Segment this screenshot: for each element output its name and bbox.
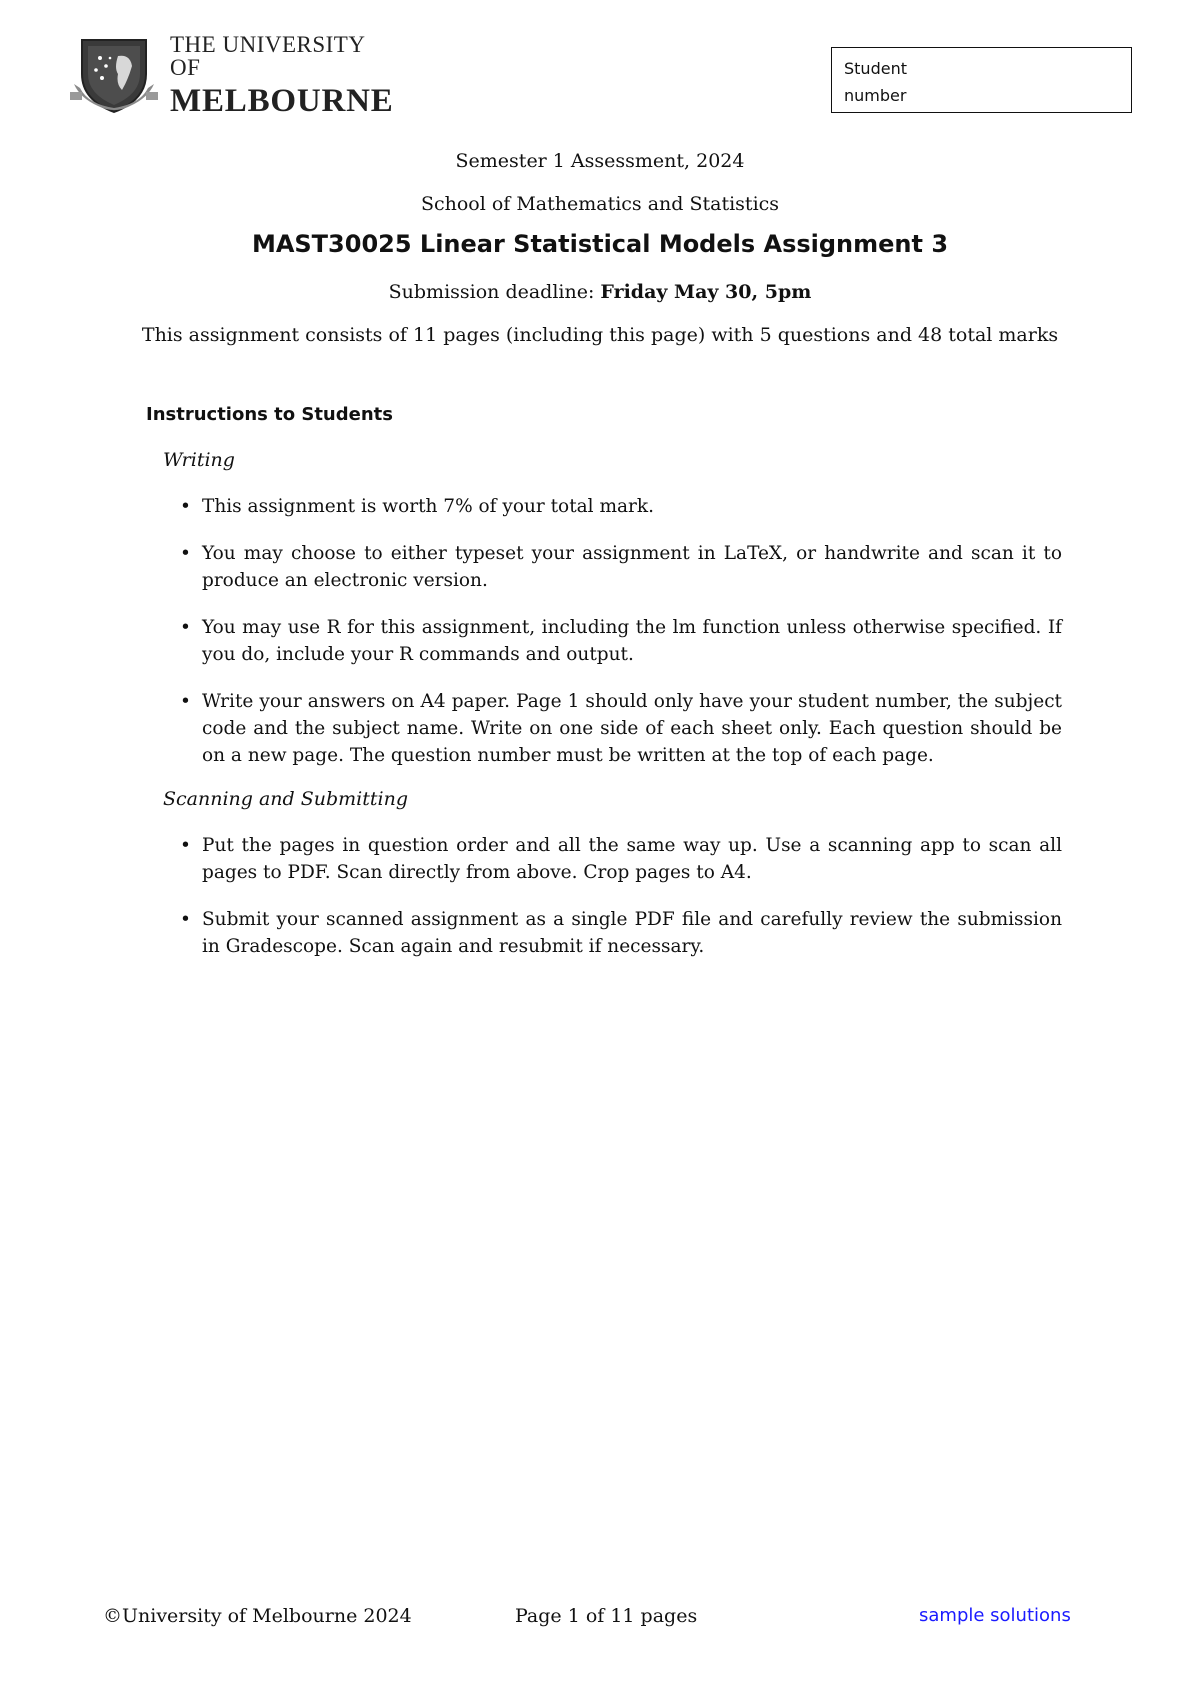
list-item: • You may use R for this assignment, including the lm function unless otherwise specified. If you do, include your R commands and output. xyxy=(180,614,1062,668)
writing-heading: Writing xyxy=(163,449,235,471)
list-item: • This assignment is worth 7% of your total mark. xyxy=(180,493,1062,520)
deadline-value: Friday May 30, 5pm xyxy=(600,281,812,303)
list-item: • You may choose to either typeset your assignment in LaTeX, or handwrite and scan it to produce an electronic version. xyxy=(180,540,1062,594)
semester-line: Semester 1 Assessment, 2024 xyxy=(455,150,745,172)
wordmark-line-1: THE UNIVERSITY OF xyxy=(170,31,365,80)
school-line: School of Mathematics and Statistics xyxy=(420,193,780,215)
footer-copyright: ©University of Melbourne 2024 xyxy=(103,1605,412,1627)
university-logo xyxy=(68,31,400,119)
student-box-label-2: number xyxy=(844,86,907,105)
university-crest-icon xyxy=(68,34,160,116)
student-box-label-1: Student xyxy=(844,59,907,78)
deadline-label: Submission deadline: xyxy=(388,281,601,303)
list-item: • Put the pages in question order and all the same way up. Use a scanning app to scan all pages to PDF. Scan directly from above. Crop pages to A4. xyxy=(180,832,1062,886)
footer-page-number: Page 1 of 11 pages xyxy=(515,1605,698,1627)
list-item: • Submit your scanned assignment as a single PDF file and carefully review the submission in Gradescope. Scan again and resubmit if necessary. xyxy=(180,906,1062,960)
university-wordmark xyxy=(170,33,400,118)
page-title: MAST30025 Linear Statistical Models Assignment 3 xyxy=(251,230,949,258)
assignment-summary: This assignment consists of 11 pages (including this page) with 5 questions and 48 total marks xyxy=(141,324,1059,346)
scanning-heading: Scanning and Submitting xyxy=(163,788,408,810)
student-number-box[interactable] xyxy=(831,47,1132,113)
instructions-heading: Instructions to Students xyxy=(146,404,393,425)
scanning-list xyxy=(180,832,1062,980)
list-item: • Write your answers on A4 paper. Page 1 should only have your student number, the subject code and the subject name. Write on one side of each sheet only. Each question should be on a new page. The question number must be written at the top of each page. xyxy=(180,688,1062,769)
footer-sample-solutions-label: sample solutions xyxy=(919,1605,1071,1626)
wordmark-line-2: MELBOURNE xyxy=(170,82,394,119)
writing-list xyxy=(180,493,1062,789)
deadline-line xyxy=(0,281,1200,303)
